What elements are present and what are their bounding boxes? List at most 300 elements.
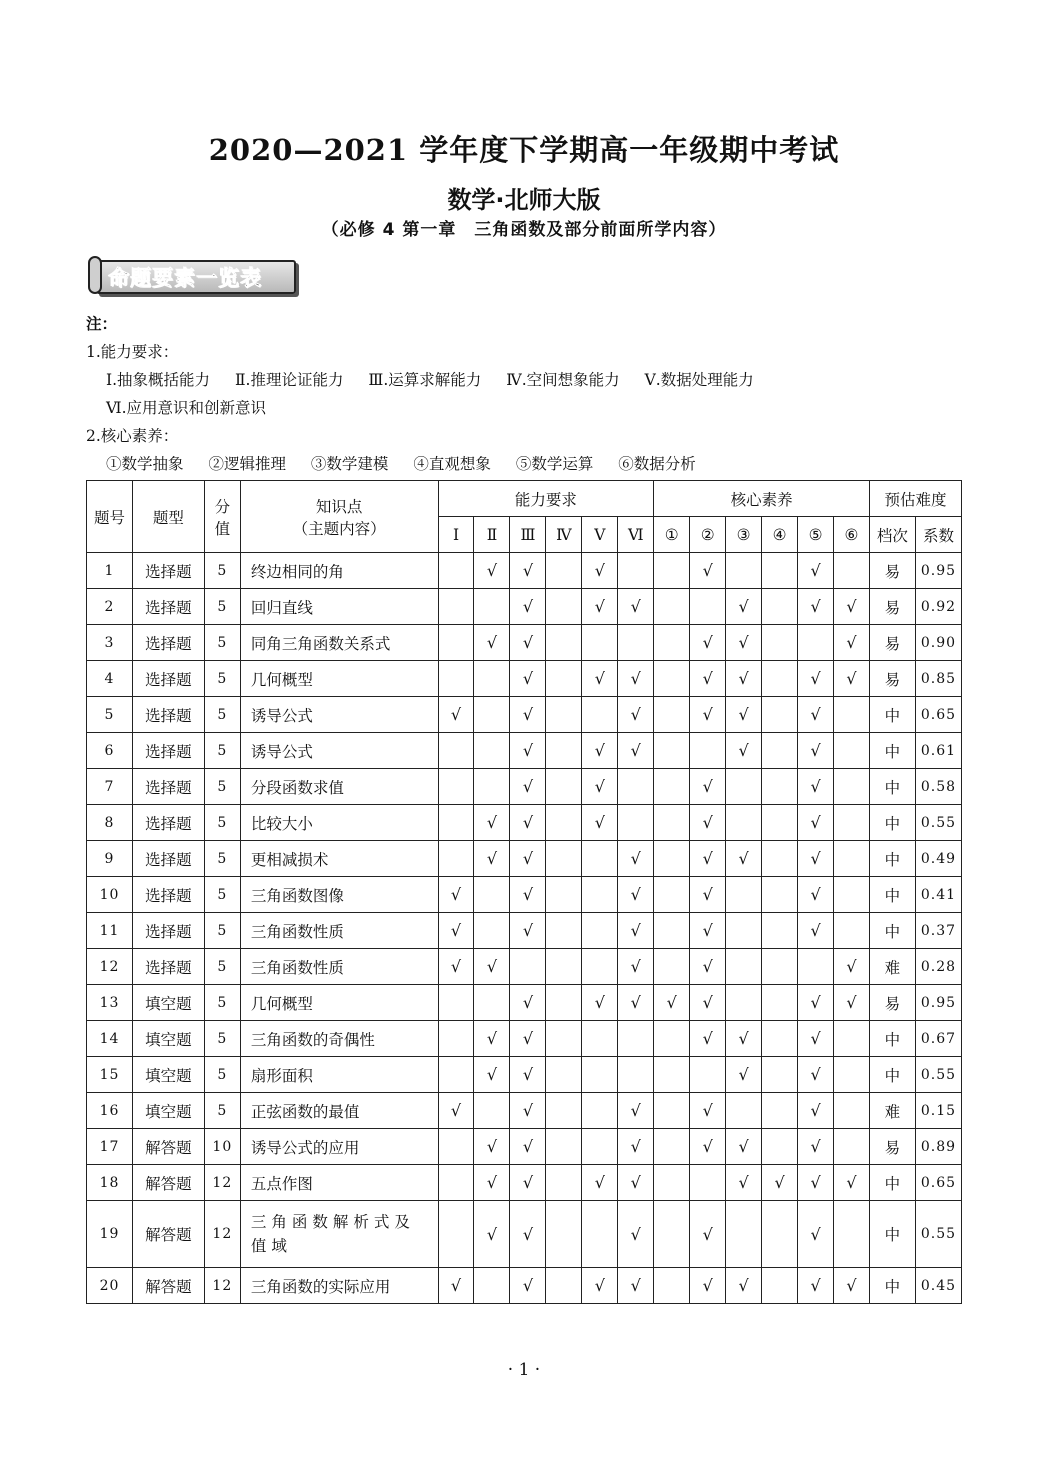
ability-check-icon: √ [510,805,546,841]
literacy-empty-cell [762,841,798,877]
literacy-empty-cell [654,733,690,769]
literacy-empty-cell [654,625,690,661]
literacy-empty-cell [834,1201,870,1268]
literacy-list [86,450,966,478]
row-score: 5 [204,1021,240,1057]
literacy-empty-cell [798,625,834,661]
ability-check-icon: √ [618,949,654,985]
row-type: 选择题 [132,805,204,841]
row-no: 4 [87,661,133,697]
row-no: 19 [87,1201,133,1268]
literacy-empty-cell [834,1093,870,1129]
row-type: 选择题 [132,949,204,985]
header-difficulty: 预估难度 [869,481,961,517]
ability-empty-cell [546,661,582,697]
literacy-check-icon: √ [798,1057,834,1093]
ability-empty-cell [438,769,474,805]
header-literacy-col: ① [654,517,690,553]
row-knowledge: 几何概型 [240,661,438,697]
literacy-empty-cell [762,553,798,589]
ability-empty-cell [546,1201,582,1268]
row-level: 中 [869,841,915,877]
page-number: · 1 · [507,1360,541,1380]
literacy-check-icon: √ [798,1165,834,1201]
row-type: 选择题 [132,733,204,769]
literacy-check-icon: √ [834,589,870,625]
row-knowledge: 分段函数求值 [240,769,438,805]
row-type: 选择题 [132,841,204,877]
ability-check-icon: √ [618,1165,654,1201]
row-type: 填空题 [132,1021,204,1057]
literacy-check-icon: √ [798,985,834,1021]
row-level: 易 [869,661,915,697]
literacy-check-icon: √ [798,661,834,697]
ability-check-icon: √ [618,589,654,625]
row-knowledge: 三角函数的实际应用 [240,1268,438,1304]
ability-empty-cell [474,733,510,769]
table-row [87,733,962,769]
literacy-empty-cell [762,769,798,805]
literacy-check-icon: √ [690,949,726,985]
ability-check-icon: √ [618,1201,654,1268]
row-knowledge: 扇形面积 [240,1057,438,1093]
literacy-empty-cell [654,769,690,805]
ability-check-icon: √ [510,661,546,697]
row-coef: 0.45 [915,1268,961,1304]
literacy-empty-cell [798,949,834,985]
ability-item: Ⅳ.空间想象能力 [506,371,620,389]
ability-empty-cell [438,1201,474,1268]
ability-list [86,366,966,394]
literacy-empty-cell [654,949,690,985]
ability-check-icon: √ [582,661,618,697]
ability-empty-cell [510,949,546,985]
ability-check-icon: √ [510,1165,546,1201]
literacy-check-icon: √ [690,1268,726,1304]
literacy-empty-cell [834,805,870,841]
row-knowledge: 终边相同的角 [240,553,438,589]
literacy-check-icon: √ [690,985,726,1021]
literacy-check-icon: √ [690,841,726,877]
literacy-empty-cell [726,985,762,1021]
literacy-empty-cell [834,1021,870,1057]
ability-check-icon: √ [510,841,546,877]
row-level: 易 [869,625,915,661]
ability-check-icon: √ [474,1129,510,1165]
literacy-check-icon: √ [690,877,726,913]
ability-item-last: Ⅵ.应用意识和创新意识 [106,399,267,417]
row-type: 填空题 [132,985,204,1021]
row-no: 20 [87,1268,133,1304]
literacy-check-icon: √ [834,1165,870,1201]
row-type: 填空题 [132,1093,204,1129]
literacy-empty-cell [834,553,870,589]
ability-empty-cell [474,661,510,697]
header-ability-col: Ⅴ [582,517,618,553]
ability-check-icon: √ [474,1201,510,1268]
literacy-empty-cell [834,877,870,913]
ability-check-icon: √ [474,949,510,985]
literacy-empty-cell [726,553,762,589]
ability-empty-cell [438,1165,474,1201]
ability-check-icon: √ [438,877,474,913]
header-score: 分值 [204,481,240,553]
ability-empty-cell [546,733,582,769]
row-no: 14 [87,1021,133,1057]
ability-empty-cell [618,625,654,661]
row-coef: 0.28 [915,949,961,985]
row-score: 12 [204,1268,240,1304]
table-row [87,697,962,733]
ability-check-icon: √ [474,1021,510,1057]
literacy-check-icon: √ [798,589,834,625]
row-score: 5 [204,553,240,589]
literacy-empty-cell [726,913,762,949]
ability-empty-cell [618,553,654,589]
literacy-empty-cell [762,1129,798,1165]
row-no: 10 [87,877,133,913]
ability-empty-cell [546,589,582,625]
ability-empty-cell [438,1021,474,1057]
table-row [87,553,962,589]
literacy-heading: 2.核心素养： [86,427,179,445]
table-row [87,913,962,949]
literacy-check-icon: √ [798,805,834,841]
row-no: 15 [87,1057,133,1093]
table-row [87,1268,962,1304]
literacy-empty-cell [726,1201,762,1268]
row-level: 中 [869,913,915,949]
row-knowledge: 同角三角函数关系式 [240,625,438,661]
row-type: 选择题 [132,697,204,733]
row-score: 5 [204,1093,240,1129]
ability-check-icon: √ [510,733,546,769]
literacy-check-icon: √ [726,1268,762,1304]
literacy-empty-cell [834,697,870,733]
row-level: 中 [869,1057,915,1093]
literacy-item: ①数学抽象 [106,455,184,473]
table-row [87,1201,962,1268]
table-row [87,877,962,913]
ability-empty-cell [582,913,618,949]
row-no: 5 [87,697,133,733]
ability-empty-cell [546,805,582,841]
header-literacy-col: ② [690,517,726,553]
ability-check-icon: √ [474,841,510,877]
row-score: 12 [204,1165,240,1201]
ability-check-icon: √ [510,913,546,949]
row-score: 5 [204,697,240,733]
row-knowledge: 三角函数性质 [240,913,438,949]
table-row [87,589,962,625]
literacy-empty-cell [690,1057,726,1093]
ability-check-icon: √ [582,985,618,1021]
literacy-check-icon: √ [690,553,726,589]
literacy-empty-cell [726,877,762,913]
literacy-check-icon: √ [834,625,870,661]
exam-scope: （必修 4 第一章 三角函数及部分前面所学内容） [321,220,727,240]
ability-item: Ⅲ.运算求解能力 [368,371,482,389]
ability-check-icon: √ [582,1165,618,1201]
literacy-check-icon: √ [798,1129,834,1165]
row-type: 选择题 [132,913,204,949]
ability-empty-cell [474,1093,510,1129]
exam-title: 2020—2021 学年度下学期高一年级期中考试 [208,133,840,167]
ability-empty-cell [546,1129,582,1165]
ability-empty-cell [582,949,618,985]
row-type: 选择题 [132,661,204,697]
row-coef: 0.55 [915,805,961,841]
ability-check-icon: √ [618,841,654,877]
header-ability-col: Ⅵ [618,517,654,553]
header-row-1 [87,481,962,517]
row-type: 选择题 [132,877,204,913]
row-type: 解答题 [132,1201,204,1268]
literacy-empty-cell [762,877,798,913]
row-score: 5 [204,769,240,805]
literacy-empty-cell [654,877,690,913]
literacy-empty-cell [690,589,726,625]
ability-check-icon: √ [510,625,546,661]
ability-check-icon: √ [582,553,618,589]
literacy-check-icon: √ [798,769,834,805]
row-type: 选择题 [132,625,204,661]
ability-check-icon: √ [582,733,618,769]
literacy-empty-cell [654,1129,690,1165]
ability-check-icon: √ [582,589,618,625]
row-coef: 0.15 [915,1093,961,1129]
table-row [87,769,962,805]
table-row [87,625,962,661]
ability-empty-cell [474,913,510,949]
row-knowledge: 三角函数性质 [240,949,438,985]
row-no: 16 [87,1093,133,1129]
header-ability-col: Ⅰ [438,517,474,553]
header-level: 档次 [869,517,915,553]
row-score: 5 [204,805,240,841]
ability-empty-cell [546,913,582,949]
literacy-item: ⑥数据分析 [618,455,696,473]
ability-empty-cell [546,1165,582,1201]
literacy-empty-cell [654,589,690,625]
header-ability-col: Ⅲ [510,517,546,553]
ability-empty-cell [438,1057,474,1093]
row-level: 难 [869,1093,915,1129]
literacy-check-icon: √ [690,1129,726,1165]
literacy-check-icon: √ [834,985,870,1021]
literacy-empty-cell [726,805,762,841]
row-score: 5 [204,661,240,697]
ability-empty-cell [618,1021,654,1057]
ability-check-icon: √ [474,553,510,589]
row-no: 12 [87,949,133,985]
row-type: 选择题 [132,589,204,625]
literacy-empty-cell [726,949,762,985]
row-knowledge: 三角函数图像 [240,877,438,913]
row-level: 易 [869,589,915,625]
table-row [87,1165,962,1201]
ability-check-icon: √ [438,949,474,985]
header-literacy-col: ③ [726,517,762,553]
ability-check-icon: √ [618,661,654,697]
ability-empty-cell [474,697,510,733]
header-knowledge [240,481,438,553]
row-no: 1 [87,553,133,589]
literacy-empty-cell [726,1093,762,1129]
row-type: 填空题 [132,1057,204,1093]
section-banner [88,256,294,294]
literacy-check-icon: √ [726,1129,762,1165]
ability-check-icon: √ [474,1165,510,1201]
row-no: 6 [87,733,133,769]
literacy-check-icon: √ [834,949,870,985]
ability-empty-cell [582,1093,618,1129]
literacy-empty-cell [654,1021,690,1057]
ability-empty-cell [618,805,654,841]
header-literacy-col: ④ [762,517,798,553]
ability-item: Ⅰ.抽象概括能力 [106,371,211,389]
literacy-check-icon: √ [798,1201,834,1268]
row-score: 5 [204,841,240,877]
table-row [87,1021,962,1057]
literacy-check-icon: √ [798,913,834,949]
row-type: 解答题 [132,1165,204,1201]
ability-empty-cell [618,769,654,805]
literacy-empty-cell [654,1165,690,1201]
ability-empty-cell [582,625,618,661]
ability-check-icon: √ [618,1268,654,1304]
row-knowledge: 几何概型 [240,985,438,1021]
exam-subtitle: 数学·北师大版 [447,186,601,214]
literacy-check-icon: √ [798,553,834,589]
literacy-check-icon: √ [798,1268,834,1304]
row-coef: 0.55 [915,1201,961,1268]
literacy-empty-cell [726,769,762,805]
row-level: 中 [869,1021,915,1057]
literacy-empty-cell [762,949,798,985]
ability-check-icon: √ [618,913,654,949]
literacy-empty-cell [654,1093,690,1129]
ability-empty-cell [546,949,582,985]
ability-empty-cell [582,877,618,913]
ability-empty-cell [546,625,582,661]
literacy-check-icon: √ [726,697,762,733]
literacy-empty-cell [834,733,870,769]
ability-empty-cell [438,841,474,877]
ability-empty-cell [546,697,582,733]
ability-empty-cell [546,769,582,805]
header-ability: 能力要求 [438,481,654,517]
literacy-item: ②逻辑推理 [208,455,286,473]
literacy-check-icon: √ [726,1021,762,1057]
row-coef: 0.95 [915,553,961,589]
table-row [87,841,962,877]
literacy-empty-cell [762,913,798,949]
literacy-empty-cell [762,589,798,625]
ability-check-icon: √ [510,985,546,1021]
literacy-empty-cell [654,661,690,697]
ability-check-icon: √ [582,805,618,841]
ability-empty-cell [582,1201,618,1268]
row-no: 7 [87,769,133,805]
literacy-check-icon: √ [798,877,834,913]
row-no: 3 [87,625,133,661]
row-score: 5 [204,589,240,625]
row-no: 9 [87,841,133,877]
row-score: 5 [204,1057,240,1093]
ability-empty-cell [546,841,582,877]
row-type: 选择题 [132,769,204,805]
row-score: 5 [204,913,240,949]
row-level: 易 [869,1129,915,1165]
literacy-item: ④直观想象 [413,455,491,473]
literacy-empty-cell [690,733,726,769]
ability-empty-cell [582,1021,618,1057]
table-row [87,985,962,1021]
row-coef: 0.58 [915,769,961,805]
table-row [87,805,962,841]
ability-item: Ⅴ.数据处理能力 [644,371,754,389]
row-level: 中 [869,805,915,841]
ability-check-icon: √ [582,1268,618,1304]
literacy-check-icon: √ [690,1201,726,1268]
row-no: 2 [87,589,133,625]
row-knowledge: 比较大小 [240,805,438,841]
literacy-empty-cell [654,697,690,733]
ability-empty-cell [474,589,510,625]
row-score: 5 [204,949,240,985]
ability-check-icon: √ [618,1129,654,1165]
banner-label: 命题要素一览表 [108,266,262,290]
row-no: 8 [87,805,133,841]
literacy-empty-cell [654,553,690,589]
literacy-check-icon: √ [798,1093,834,1129]
literacy-empty-cell [762,1021,798,1057]
literacy-item: ③数学建模 [310,455,389,473]
row-score: 5 [204,877,240,913]
literacy-empty-cell [762,805,798,841]
literacy-check-icon: √ [762,1165,798,1201]
row-level: 中 [869,769,915,805]
header-literacy: 核心素养 [654,481,870,517]
ability-check-icon: √ [510,1201,546,1268]
header-ability-col: Ⅳ [546,517,582,553]
ability-empty-cell [546,985,582,1021]
header-literacy-col: ⑤ [798,517,834,553]
ability-empty-cell [438,805,474,841]
literacy-empty-cell [762,1093,798,1129]
literacy-check-icon: √ [690,661,726,697]
table-row [87,1057,962,1093]
ability-check-icon: √ [618,733,654,769]
row-coef: 0.92 [915,589,961,625]
header-ability-col: Ⅱ [474,517,510,553]
ability-check-icon: √ [474,1057,510,1093]
row-level: 中 [869,1201,915,1268]
row-score: 10 [204,1129,240,1165]
literacy-check-icon: √ [654,985,690,1021]
row-knowledge: 三角函数的奇偶性 [240,1021,438,1057]
ability-empty-cell [438,661,474,697]
ability-empty-cell [474,877,510,913]
row-knowledge: 更相减损术 [240,841,438,877]
ability-empty-cell [438,589,474,625]
row-level: 难 [869,949,915,985]
literacy-empty-cell [762,985,798,1021]
row-coef: 0.65 [915,1165,961,1201]
literacy-check-icon: √ [690,805,726,841]
row-no: 11 [87,913,133,949]
